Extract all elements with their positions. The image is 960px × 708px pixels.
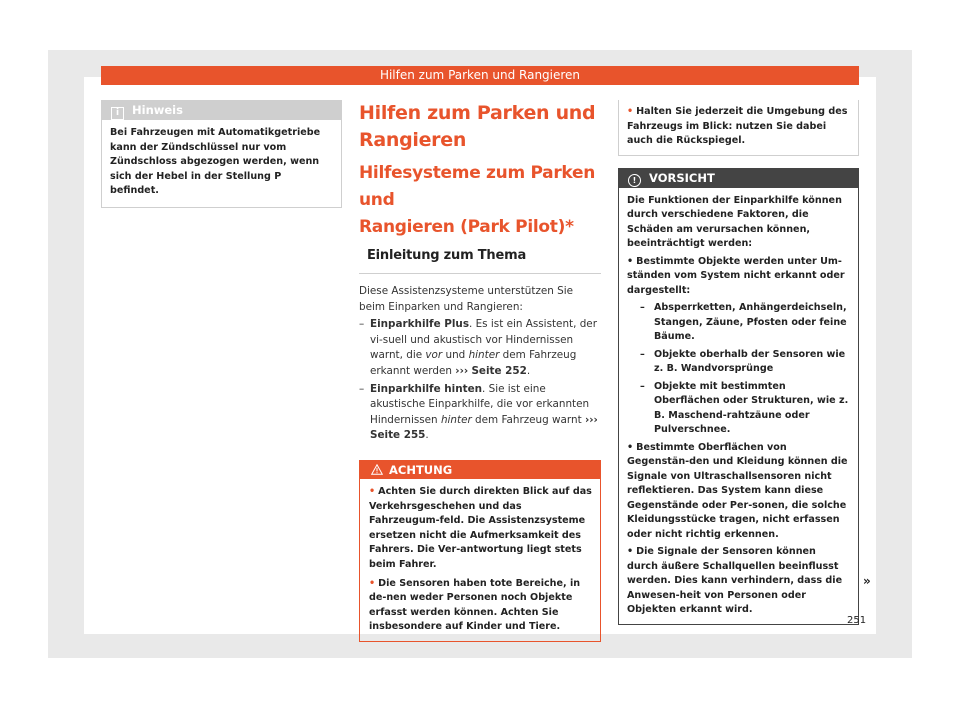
bullet-text: Die Signale der Sensoren können durch äußere Schallquellen beeinflusst werden. Dies kann verhindern, dass die Anwesen-heit von Personen oder Objekten erkannt wird. <box>627 546 843 616</box>
item-name: Einparkhilfe hinten <box>370 382 483 395</box>
sub-item-text: Objekte mit bestimmten Oberflächen oder Strukturen, wie z. B. Maschend-rahtzäune oder Pulverschnee. <box>654 380 849 436</box>
page-reference-link[interactable]: Seite 252 <box>471 364 527 377</box>
note-title: Hinweis <box>132 103 183 117</box>
sub-list-item <box>627 380 850 438</box>
bullet-text: Halten Sie jederzeit die Umgebung des Fahrzeugs im Blick: nutzen Sie dabei auch die Rückspiegel. <box>627 106 848 147</box>
chapter-title-line-1: Hilfen zum Parken und <box>359 102 596 124</box>
reference-arrow: ››› <box>584 413 598 426</box>
middle-column <box>359 100 601 642</box>
item-text: dem Fahrzeug warnt <box>471 413 585 426</box>
subsection-title: Einleitung zum Thema <box>367 248 527 263</box>
warning-header <box>360 461 600 479</box>
section-title <box>359 160 601 241</box>
reference-arrow: ››› <box>455 364 469 377</box>
item-text: . Sie ist eine akustische Einparkhilfe, die vor erkannten Hindernissen <box>370 382 590 426</box>
chapter-title <box>359 100 601 154</box>
note-header <box>102 101 341 120</box>
bullet-mark: • <box>627 106 634 117</box>
list-item <box>627 105 850 149</box>
note-text: Bei Fahrzeugen mit Automatikgetriebe kann der Zündschlüssel nur vom Zündschloss abgezogen werden, wenn sich der Hebel in der Stellung P befindet. <box>110 127 321 196</box>
item-text: dem Fahrzeug erkannt werden <box>370 349 577 377</box>
item-name: Einparkhilfe Plus <box>370 318 470 331</box>
caution-text <box>619 188 858 624</box>
list-item <box>627 441 850 543</box>
right-column <box>618 100 859 625</box>
caution-title: VORSICHT <box>649 170 715 185</box>
bullet-text: Bestimmte Oberflächen von Gegenstän-den und Kleidung können die Signale von Ultraschallsensoren nicht reflektieren. Das System kann diese Gegenstände oder Per-sonen, die solche Kleidungsstücke tragen, nicht erfassen oder nicht richtig erkennen. <box>627 441 848 540</box>
page-number: 251 <box>847 615 867 626</box>
list-item <box>369 485 592 573</box>
sub-list-item <box>627 348 850 377</box>
list-item <box>359 317 601 379</box>
dash-mark: – <box>640 380 645 392</box>
warning-title: ACHTUNG <box>389 462 453 477</box>
left-column <box>101 100 342 208</box>
list-item <box>359 382 601 444</box>
dash-mark: – <box>640 348 645 360</box>
list-item <box>369 577 592 635</box>
chapter-title-line-2: Rangieren <box>359 129 467 151</box>
sub-list-item <box>627 301 850 345</box>
item-emphasis: vor <box>425 349 443 362</box>
item-text: . Es ist ein Assistent, der vi-suell und akustisch vor Hindernissen warnt, die <box>370 318 597 362</box>
caution-intro: Die Funktionen der Einparkhilfe können durch verschiedene Faktoren, die Schäden am verursachen können, beeinträchtigt werden: <box>627 194 842 250</box>
warning-box <box>359 460 601 642</box>
item-text: und <box>442 349 469 362</box>
bullet-mark: • <box>627 255 634 267</box>
list-item <box>627 255 850 299</box>
bullet-text: Die Sensoren haben tote Bereiche, in de-nen weder Personen noch Objekte erfasst werden können. Achten Sie insbesondere auf Kinder und Tiere. <box>369 577 581 633</box>
sub-item-text: Objekte oberhalb der Sensoren wie z. B. Wandvorsprünge <box>654 348 846 375</box>
section-title-line-1: Hilfesysteme zum Parken und <box>359 163 596 210</box>
dash-mark: – <box>359 382 365 395</box>
item-end: . <box>425 429 429 442</box>
dash-mark: – <box>359 318 365 331</box>
intro-paragraph: Diese Assistenzsysteme unterstützen Sie beim Einparken und Rangieren: <box>359 285 574 313</box>
bullet-mark: • <box>627 441 634 453</box>
caution-header <box>619 169 858 188</box>
page-reference-link[interactable]: Seite 255 <box>370 429 426 442</box>
sub-item-text: Absperrketten, Anhängerdeichseln, Stangen, Zäune, Pfosten oder feine Bäume. <box>654 302 847 343</box>
note-box <box>101 100 342 208</box>
dash-mark: – <box>640 302 645 314</box>
page-header: Hilfen zum Parken und Rangieren <box>101 66 859 85</box>
bullet-text: Bestimmte Objekte werden unter Um-ständen vom System nicht erkannt oder dargestellt: <box>627 255 845 296</box>
item-emphasis: hinter <box>468 349 500 362</box>
continued-warning-text <box>618 100 859 156</box>
warning-text <box>360 479 600 641</box>
bullet-mark: • <box>627 546 634 558</box>
continue-arrow-icon: » <box>863 574 871 588</box>
bullet-mark: • <box>369 485 376 497</box>
info-icon: i <box>111 107 124 120</box>
section-title-line-2: Rangieren (Park Pilot)* <box>359 217 574 237</box>
bullet-mark: • <box>369 577 376 589</box>
caution-box <box>618 168 859 625</box>
warning-icon <box>371 464 383 475</box>
caution-icon: ! <box>628 174 641 187</box>
item-end: . <box>526 364 531 377</box>
item-emphasis: hinter <box>440 413 472 426</box>
divider <box>359 273 601 274</box>
bullet-text: Achten Sie durch direkten Blick auf das Verkehrsgeschehen und das Fahrzeugum-feld. Die Assistenzsysteme ersetzen nicht die Aufmerksamkeit des Fahrers. Die Ver-antwortung liegt stets beim Fahrer. <box>369 485 592 570</box>
list-item <box>627 545 850 618</box>
